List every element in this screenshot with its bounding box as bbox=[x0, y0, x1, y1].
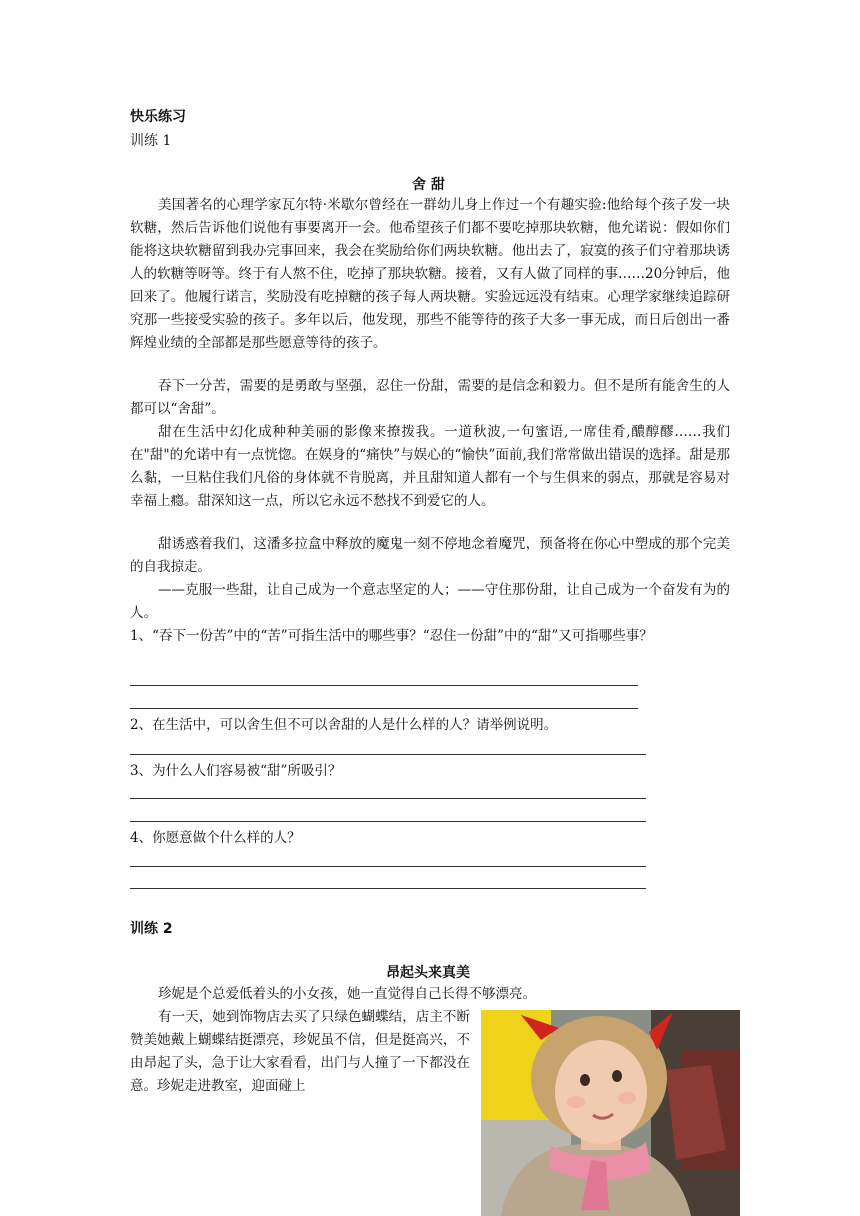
training-1-label: 训练 1 bbox=[130, 133, 172, 149]
training-1-paragraph-5: ——克服一些甜，让自己成为一个意志坚定的人；——守住那份甜，让自己成为一个奋发有为的人。 bbox=[130, 582, 730, 621]
girl-photo bbox=[481, 1010, 740, 1216]
training-1-paragraph-3: 甜在生活中幻化成种种美丽的影像来撩拨我。一道秋波,一句蜜语,一席佳肴,醲醇醪……我们在"甜"的允诺中有一点恍惚。在娱身的“痛快”与娱心的“愉快”面前,我们常常做出错误的选择。甜是那么黏，一旦粘住我们凡俗的身体就不肯脱离，并且甜知道人都有一个与生俱来的弱点，那就是容易对幸福上瘾。甜深知这一点，所以它永远不愁找不到爱它的人。 bbox=[130, 424, 730, 509]
question-2: 2、在生活中，可以舍生但不可以舍甜的人是什么样的人？请举例说明。 bbox=[130, 717, 558, 733]
answer-line[interactable] bbox=[130, 685, 638, 686]
training-2-paragraph-1: 珍妮是个总爱低着头的小女孩，她一直觉得自己长得不够漂亮。 bbox=[158, 986, 536, 1002]
answer-line[interactable] bbox=[130, 888, 646, 889]
section-header: 快乐练习 bbox=[130, 109, 186, 125]
training-2-label: 训练 2 bbox=[130, 921, 173, 937]
training-1-title: 舍 甜 bbox=[412, 177, 445, 193]
answer-line[interactable] bbox=[130, 798, 646, 799]
training-2-title: 昂起头来真美 bbox=[386, 965, 470, 981]
answer-line[interactable] bbox=[130, 708, 638, 709]
question-1: 1、“吞下一份苦”中的“苦”可指生活中的哪些事？“忍住一份甜”中的“甜”又可指哪些事？ bbox=[130, 628, 653, 644]
answer-line[interactable] bbox=[130, 821, 646, 822]
training-1-paragraph-4: 甜诱惑着我们，这潘多拉盒中释放的魔鬼一刻不停地念着魔咒，预备将在你心中塑成的那个完美的自我掠走。 bbox=[130, 536, 730, 575]
answer-line[interactable] bbox=[130, 754, 646, 755]
question-4: 4、你愿意做个什么样的人？ bbox=[130, 830, 301, 846]
training-1-paragraph-2: 吞下一分苦，需要的是勇敢与坚强，忍住一份甜，需要的是信念和毅力。但不是所有能舍生的人都可以“舍甜”。 bbox=[130, 378, 730, 417]
training-1-paragraph-1: 美国著名的心理学家瓦尔特·米歇尔曾经在一群幼儿身上作过一个有趣实验:他给每个孩子发一块软糖，然后告诉他们说他有事要离开一会。他希望孩子们都不要吃掉那块软糖，他允诺说：假如你们能将这块软糖留到我办完事回来，我会在奖励给你们两块软糖。他出去了，寂寞的孩子们守着那块诱人的软糖等呀等。终于有人熬不住，吃掉了那块软糖。接着，又有人做了同样的事……20分钟后，他回来了。他履行诺言，奖励没有吃掉糖的孩子每人两块糖。实验远远没有结束。心理学家继续追踪研究那一些接受实验的孩子。多年以后，他发现，那些不能等待的孩子大多一事无成，而日后创出一番辉煌业绩的全部都是那些愿意等待的孩子。 bbox=[130, 197, 730, 351]
question-3: 3、为什么人们容易被“甜”所吸引？ bbox=[130, 763, 342, 779]
training-2-paragraph-2: 有一天，她到饰物店去买了只绿色蝴蝶结，店主不断赞美她戴上蝴蝶结挺漂亮，珍妮虽不信，但是挺高兴，不由昂起了头，急于让大家看看，出门与人撞了一下都没在意。珍妮走进教室，迎面碰上 bbox=[130, 1009, 470, 1094]
answer-line[interactable] bbox=[130, 866, 646, 867]
